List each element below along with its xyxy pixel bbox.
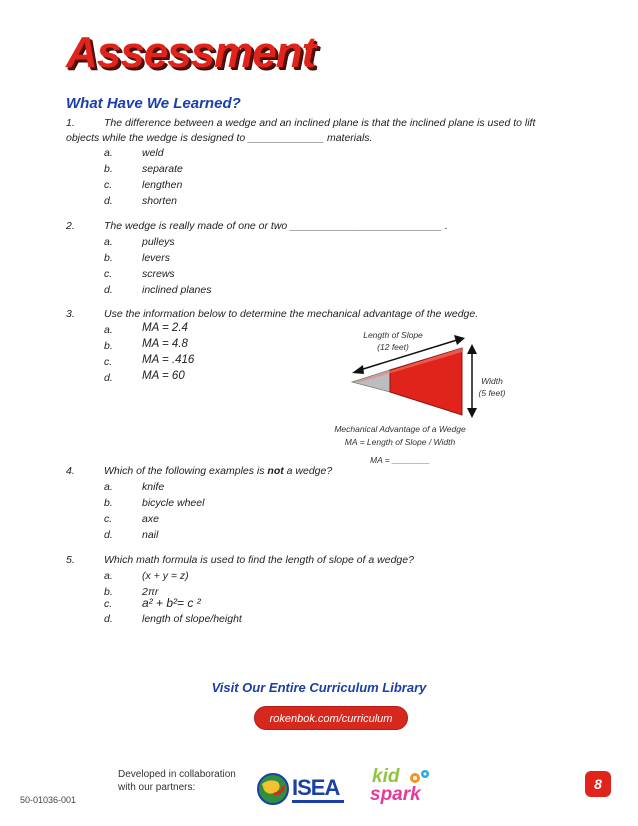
option-text: nail xyxy=(142,529,159,541)
page-title: Assessment xyxy=(66,28,316,77)
slope-value: (12 feet) xyxy=(377,342,409,352)
option-letter: b. xyxy=(104,252,113,264)
question-number: 5. xyxy=(66,554,75,566)
option-text: bicycle wheel xyxy=(142,497,205,509)
globe-icon xyxy=(256,772,290,806)
question-text-post: a wedge? xyxy=(283,465,333,477)
option-letter: d. xyxy=(104,529,113,541)
option-letter: d. xyxy=(104,613,113,625)
option-text: a² + b²= c ² xyxy=(142,596,201,610)
page-number: 8 xyxy=(585,771,611,797)
option-text: weld xyxy=(142,147,164,159)
option-text: MA = 2.4 xyxy=(142,322,188,334)
kidspark-wordmark-top: kid xyxy=(372,766,400,787)
option-letter: b. xyxy=(104,163,113,175)
question-number: 4. xyxy=(66,465,75,477)
option-text: lengthen xyxy=(142,179,183,191)
section-subtitle: What Have We Learned? xyxy=(66,95,241,112)
option-letter: d. xyxy=(104,284,113,296)
option-letter: d. xyxy=(104,372,113,384)
option-letter: b. xyxy=(104,586,113,598)
wedge-illustration xyxy=(330,320,520,430)
option-text: shorten xyxy=(142,195,178,207)
option-text: pulleys xyxy=(142,236,175,248)
question-text xyxy=(104,465,332,477)
width-label: Width xyxy=(481,376,503,386)
collaboration-line-2: with our partners: xyxy=(118,782,196,793)
option-letter: c. xyxy=(104,179,113,191)
slope-label: Length of Slope xyxy=(363,330,423,340)
option-text: (x + y = z) xyxy=(142,570,189,582)
collaboration-line-1: Developed in collaboration xyxy=(118,769,236,780)
formula: MA = Length of Slope / Width xyxy=(344,437,456,447)
question-number: 1. xyxy=(66,117,75,129)
option-letter: d. xyxy=(104,195,113,207)
question-text: Use the information below to determine the mechanical advantage of the wedge. xyxy=(104,308,479,320)
question-text: The difference between a wedge and an inclined plane is that the inclined plane is used to lift xyxy=(104,117,536,129)
collaboration-note xyxy=(118,768,248,794)
question-number: 2. xyxy=(66,220,75,232)
question-text: Which math formula is used to find the length of slope of a wedge? xyxy=(104,554,414,566)
option-text: 2πr xyxy=(142,586,159,598)
kidspark-logo xyxy=(370,766,440,810)
option-letter: a. xyxy=(104,147,113,159)
option-letter: c. xyxy=(104,598,113,610)
kidspark-wordmark-bottom: spark xyxy=(370,784,421,805)
question-text-continued: objects while the wedge is designed to _____________ materials. xyxy=(66,132,373,144)
option-letter: c. xyxy=(104,513,113,525)
option-letter: a. xyxy=(104,481,113,493)
visit-library-heading: Visit Our Entire Curriculum Library xyxy=(211,680,427,695)
isea-wordmark: ISEA xyxy=(292,775,340,800)
option-text: inclined planes xyxy=(142,284,212,296)
option-letter: a. xyxy=(104,236,113,248)
option-text: levers xyxy=(142,252,171,264)
option-letter: c. xyxy=(104,356,113,368)
question-text-pre: Which of the following examples is xyxy=(104,465,268,477)
option-text: separate xyxy=(142,163,183,175)
option-text: screws xyxy=(142,268,175,280)
width-value: (5 feet) xyxy=(478,388,506,398)
question-text-emphasis: not xyxy=(267,465,284,477)
option-text: MA = 60 xyxy=(142,370,185,382)
option-text: knife xyxy=(142,481,165,493)
option-letter: b. xyxy=(104,340,113,352)
formula-title: Mechanical Advantage of a Wedge xyxy=(334,424,466,434)
curriculum-link[interactable]: rokenbok.com/curriculum xyxy=(254,706,408,730)
wedge-diagram xyxy=(330,320,520,470)
option-text: axe xyxy=(142,513,159,525)
question-number: 3. xyxy=(66,308,75,320)
option-letter: b. xyxy=(104,497,113,509)
option-text: MA = .416 xyxy=(142,354,195,366)
option-letter: c. xyxy=(104,268,113,280)
formula-answer: MA = ________ xyxy=(370,455,430,465)
option-letter: a. xyxy=(104,570,113,582)
isea-logo xyxy=(256,772,346,808)
isea-underline xyxy=(292,800,344,803)
option-text: length of slope/height xyxy=(142,613,242,625)
option-text: MA = 4.8 xyxy=(142,338,188,350)
gears-icon xyxy=(408,768,432,786)
option-letter: a. xyxy=(104,324,113,336)
document-code: 50-01036-001 xyxy=(20,795,77,805)
question-text: The wedge is really made of one or two __________________________ . xyxy=(104,220,448,232)
